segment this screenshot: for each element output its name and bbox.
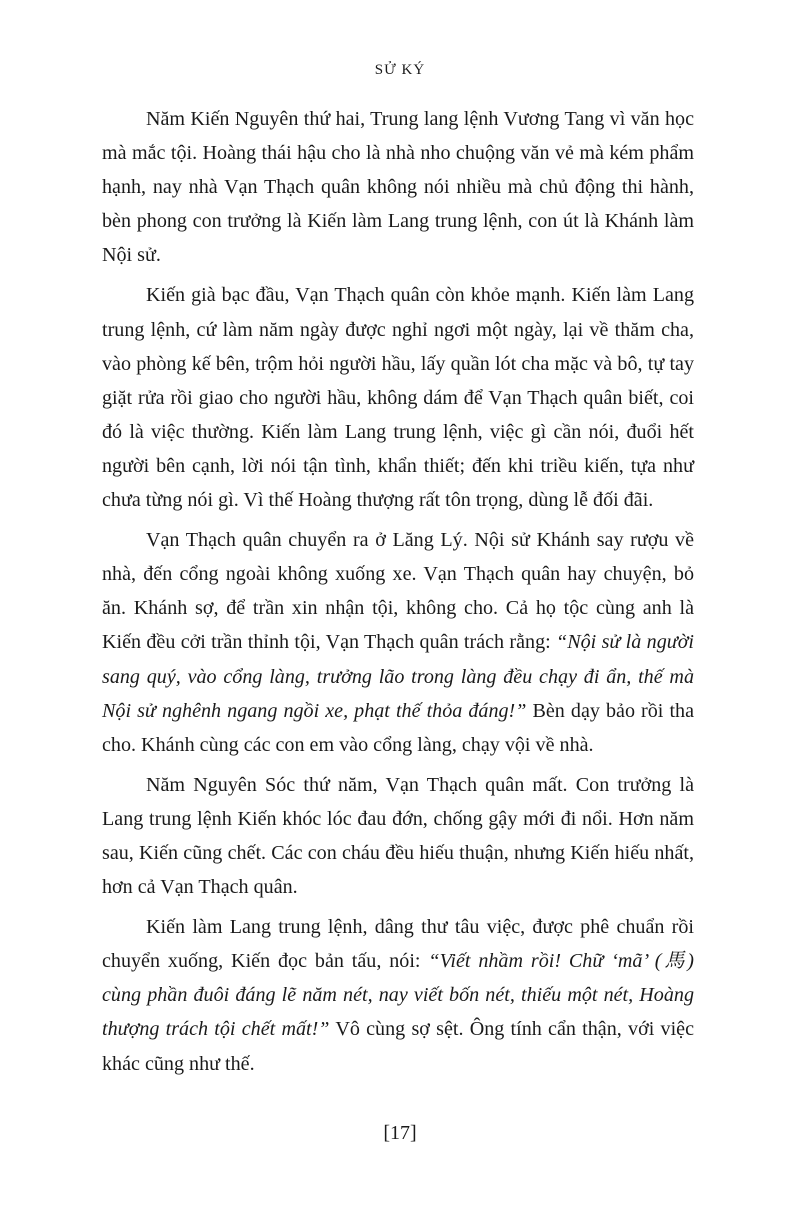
text-segment: Kiến già bạc đầu, Vạn Thạch quân còn khỏe mạnh. Kiến làm Lang trung lệnh, cứ làm năm ngày được nghỉ ngơi một ngày, lại về thăm cha, vào phòng kế bên, trộm hỏi người hầu, lấy quần lót cha mặc và bô, tự tay giặt rửa rồi giao cho người hầu, không dám để Vạn Thạch quân biết, coi đó là việc thường. Kiến làm Lang trung lệnh, việc gì cần nói, đuổi hết người bên cạnh, lời nói tận tình, khẩn thiết; đến khi triều kiến, tựa như chưa từng nói gì. Vì thế Hoàng thượng rất tôn trọng, dùng lễ đối đãi.: [102, 284, 694, 512]
text-segment: Năm Kiến Nguyên thứ hai, Trung lang lệnh Vương Tang vì văn học mà mắc tội. Hoàng thái hậu cho là nhà nho chuộng văn vẻ mà kém phẩm hạnh, nay nhà Vạn Thạch quân không nói nhiều mà chủ động thi hành, bèn phong con trưởng là Kiến làm Lang trung lệnh, con út là Khánh làm Nội sử.: [102, 108, 694, 267]
page-number: [17]: [383, 1122, 417, 1144]
body-text: [102, 102, 694, 1081]
text-segment: Kiến làm Lang trung lệnh, dâng thư tâu việc, được phê chuẩn rồi chuyển xuống, Kiến đọc bản tấu, nói:: [102, 916, 694, 973]
text-segment: Năm Nguyên Sóc thứ năm, Vạn Thạch quân mất. Con trưởng là Lang trung lệnh Kiến khóc lóc đau đớn, chống gậy mới đi nổi. Hơn năm sau, Kiến cũng chết. Các con cháu đều hiếu thuận, nhưng Kiến hiếu nhất, hơn cả Vạn Thạch quân.: [102, 773, 694, 899]
text-segment: Bèn dạy bảo rồi tha cho. Khánh cùng các con em vào cổng làng, chạy vội về nhà.: [102, 699, 694, 756]
text-segment: Vạn Thạch quân chuyển ra ở Lăng Lý. Nội sử Khánh say rượu về nhà, đến cổng ngoài không xuống xe. Vạn Thạch quân hay chuyện, bỏ ăn. Khánh sợ, để trần xin nhận tội, không cho. Cả họ tộc cùng anh là Kiến đều cởi trần thỉnh tội, Vạn Thạch quân trách rằng:: [102, 529, 694, 654]
paragraph: [102, 768, 694, 904]
quote-italic: “Viết nhầm rồi! Chữ ‘mã’ (馬) cùng phần đuôi đáng lẽ năm nét, nay viết bốn nét, thiếu một nét, Hoàng thượng trách tội chết mất!”: [102, 950, 694, 1041]
quote-italic: “Nội sử là người sang quý, vào cổng làng, trưởng lão trong làng đều chạy đi ẩn, thế mà Nội sử nghênh ngang ngồi xe, phạt thế thỏa đáng!”: [102, 631, 695, 722]
paragraph: [102, 278, 694, 517]
paragraph: [102, 523, 694, 762]
paragraph: [102, 910, 694, 1080]
text-segment: Vô cùng sợ sệt. Ông tính cẩn thận, với việc khác cũng như thế.: [102, 1018, 694, 1075]
paragraph: [102, 102, 694, 272]
running-head: SỬ KÝ: [374, 62, 426, 78]
